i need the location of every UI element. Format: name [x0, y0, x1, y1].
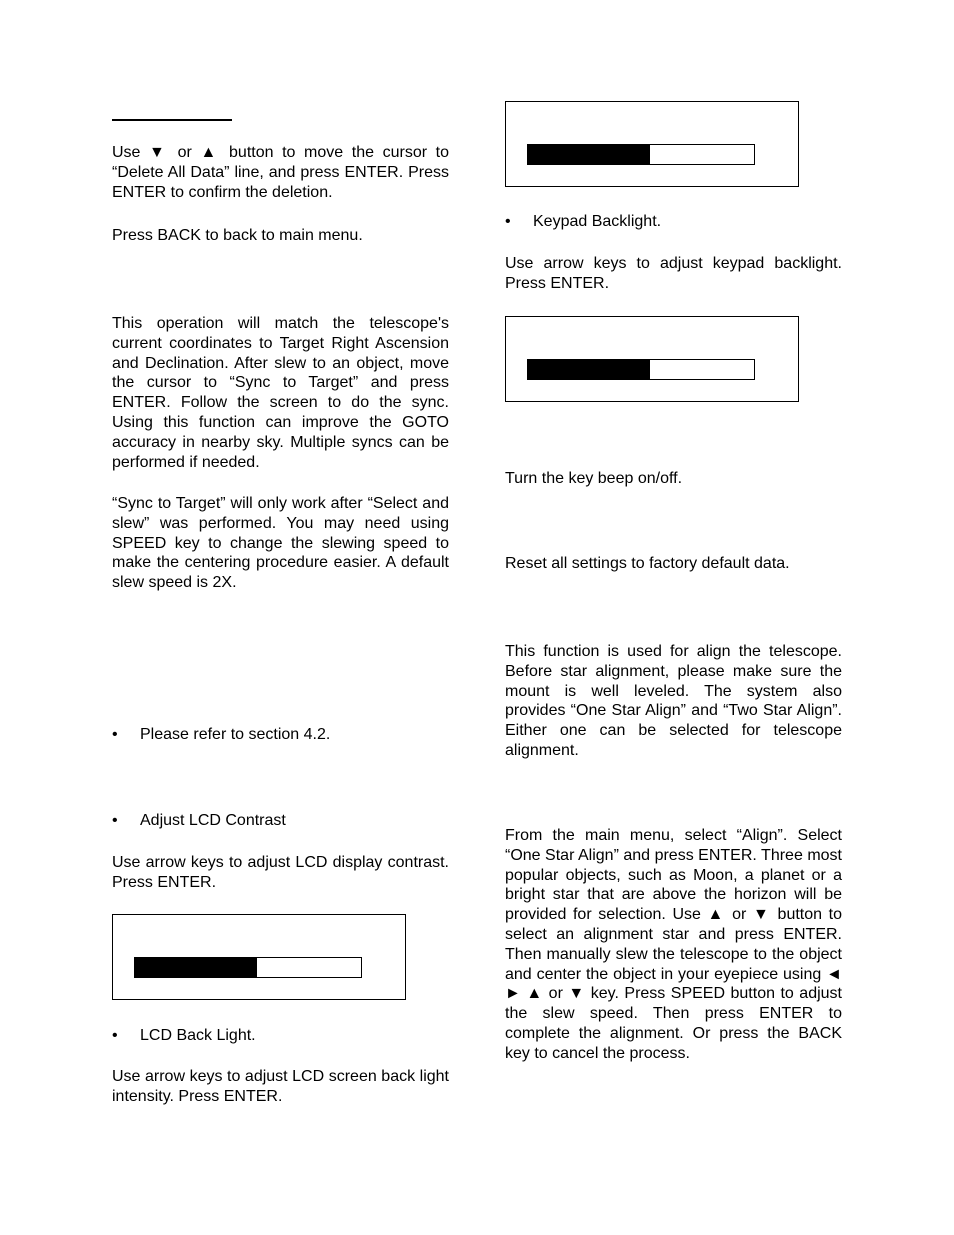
- bullet-icon: •: [112, 726, 118, 743]
- keypad-level-fill: [528, 360, 650, 379]
- section-heading-underline: [112, 119, 232, 121]
- bullet-icon: •: [505, 213, 511, 230]
- keypad-paragraph: Use arrow keys to adjust keypad backlight. Press ENTER.: [505, 255, 842, 292]
- keypad-level-bar: [527, 359, 755, 380]
- contrast-level-fill: [135, 958, 257, 977]
- back-to-menu-paragraph: Press BACK to back to main menu.: [112, 227, 363, 244]
- backlight-level-bar: [527, 144, 755, 165]
- bullet-text: Keypad Backlight.: [533, 213, 662, 230]
- factory-reset-paragraph: Reset all settings to factory default data.: [505, 555, 790, 572]
- keypad-backlight-screen: [505, 316, 799, 402]
- delete-data-paragraph: Use ▼ or ▲ button to move the cursor to “Delete All Data” line, and press ENTER. Press ENTER to confirm the deletion.: [112, 144, 449, 201]
- bullet-text: LCD Back Light.: [140, 1027, 256, 1044]
- bullet-text: Please refer to section 4.2.: [140, 726, 331, 743]
- lcd-backlight-screen: [505, 101, 799, 187]
- key-beep-paragraph: Turn the key beep on/off.: [505, 470, 683, 487]
- backlight-level-fill: [528, 145, 650, 164]
- bullet-text: Adjust LCD Contrast: [140, 812, 286, 829]
- sync-target-note-paragraph: “Sync to Target” will only work after “Select and slew” was performed. You may need using SPEED key to change the slewing speed to make the centering procedure easier. A default slew speed is 2X.: [112, 495, 449, 592]
- contrast-level-bar: [134, 957, 362, 978]
- contrast-paragraph: Use arrow keys to adjust LCD display contrast. Press ENTER.: [112, 854, 449, 891]
- backlight-paragraph: Use arrow keys to adjust LCD screen back light intensity. Press ENTER.: [112, 1068, 449, 1105]
- align-paragraph: This function is used for align the telescope. Before star alignment, please make sure the mount is well leveled. The system also provides “One Star Align” and “Two Star Align”. Either one can be selected for telescope alignment.: [505, 643, 842, 759]
- sync-target-paragraph: This operation will match the telescope's current coordinates to Target Right Ascension and Declination. After slew to an object, move the cursor to “Sync to Target” and press ENTER. Follow the screen to do the sync. Using this function can improve the GOTO accuracy in nearby sky. Multiple syncs can be performed if needed.: [112, 315, 449, 471]
- bullet-icon: •: [112, 812, 118, 829]
- bullet-icon: •: [112, 1027, 118, 1044]
- one-star-align-paragraph: From the main menu, select “Align”. Select “One Star Align” and press ENTER. Three most popular objects, such as Moon, a planet or a bright star that are above the horizon will be provided for selection. Use ▲ or ▼ button to select an alignment star and press ENTER. Then manually slew the telescope to the object and center the object in your eyepiece using ◄ ► ▲ or ▼ key. Press SPEED button to adjust the slew speed. Then press ENTER to complete the alignment. Or press the BACK key to cancel the process.: [505, 827, 842, 1062]
- lcd-contrast-screen: [112, 914, 406, 1000]
